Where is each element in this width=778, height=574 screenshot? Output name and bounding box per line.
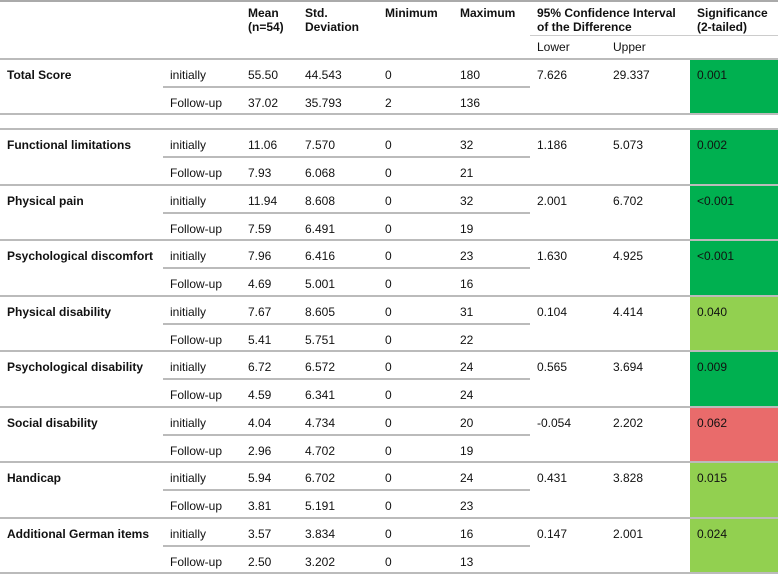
min-value: 0 — [385, 360, 392, 374]
time-point: initially — [170, 415, 207, 430]
mean-value: 7.59 — [241, 213, 298, 241]
divider — [0, 114, 778, 129]
ci-upper: 4.925 — [613, 249, 644, 263]
row-label: Total Score — [7, 68, 72, 82]
table-row — [0, 296, 778, 324]
time-point: Follow-up — [163, 87, 241, 114]
sd-value: 8.605 — [305, 304, 336, 319]
time-point: initially — [170, 193, 207, 208]
table-row — [0, 407, 778, 435]
table-row — [0, 185, 778, 213]
header-blank — [163, 1, 241, 59]
min-value: 0 — [385, 138, 392, 152]
row-label: Handicap — [7, 471, 62, 485]
sd-value: 3.202 — [298, 546, 378, 574]
header-sd-l1: Std. — [305, 6, 328, 20]
max-value: 20 — [460, 415, 474, 430]
ci-lower: 0.147 — [537, 526, 568, 541]
mean-value: 7.96 — [248, 249, 272, 263]
mean-value: 2.96 — [241, 435, 298, 463]
ci-upper: 29.337 — [613, 68, 650, 82]
mean-value: 2.50 — [241, 546, 298, 574]
mean-value: 4.04 — [248, 415, 272, 430]
sd-value: 5.001 — [298, 268, 378, 296]
time-point: initially — [170, 360, 207, 374]
significance-value: <0.001 — [690, 240, 778, 296]
max-value: 136 — [453, 87, 530, 114]
mean-value: 4.69 — [241, 268, 298, 296]
min-value: 0 — [378, 268, 453, 296]
table-row — [0, 240, 778, 268]
header-ci-l2: of the Difference — [537, 20, 632, 34]
ci-lower: 0.104 — [537, 304, 568, 319]
sd-value: 3.834 — [305, 526, 336, 541]
header-blank — [690, 35, 778, 59]
min-value: 2 — [378, 87, 453, 114]
row-label: Social disability — [7, 415, 98, 430]
table-row — [0, 129, 778, 157]
max-value: 22 — [453, 324, 530, 352]
row-label: Physical pain — [7, 193, 84, 208]
header-blank — [0, 1, 163, 59]
max-value: 23 — [453, 490, 530, 518]
min-value: 0 — [385, 304, 392, 319]
ci-lower: 1.186 — [537, 138, 568, 152]
row-label: Psychological disability — [7, 360, 144, 374]
header-maximum: Maximum — [453, 1, 530, 59]
significance-value: 0.040 — [690, 296, 778, 352]
ci-upper: 6.702 — [613, 193, 644, 208]
sd-value: 8.608 — [305, 193, 336, 208]
ci-upper: 3.694 — [613, 360, 644, 374]
header-lower: Lower — [530, 35, 606, 59]
min-value: 0 — [378, 379, 453, 407]
time-point: initially — [170, 526, 207, 541]
min-value: 0 — [385, 249, 392, 263]
sd-value: 7.570 — [305, 138, 336, 152]
header-ci — [530, 1, 690, 35]
mean-value: 7.67 — [248, 304, 272, 319]
ci-upper: 2.001 — [613, 526, 644, 541]
min-value: 0 — [378, 490, 453, 518]
min-value: 0 — [385, 471, 392, 485]
time-point: Follow-up — [163, 435, 241, 463]
min-value: 0 — [378, 157, 453, 185]
significance-value: 0.002 — [690, 129, 778, 185]
mean-value: 3.57 — [248, 526, 272, 541]
mean-value: 5.41 — [241, 324, 298, 352]
row-label: Additional German items — [7, 526, 150, 541]
row-label: Physical disability — [7, 304, 112, 319]
row-label: Psychological discomfort — [7, 249, 154, 263]
time-point: initially — [170, 249, 207, 263]
min-value: 0 — [378, 324, 453, 352]
header-sig-l1: Significance — [697, 6, 768, 20]
max-value: 180 — [460, 68, 481, 82]
mean-value: 6.72 — [248, 360, 272, 374]
sd-value: 44.543 — [305, 68, 342, 82]
max-value: 19 — [453, 213, 530, 241]
max-value: 32 — [460, 193, 474, 208]
header-mean-l2: (n=54) — [248, 20, 284, 34]
time-point: Follow-up — [163, 379, 241, 407]
ci-lower: 0.565 — [537, 360, 568, 374]
significance-value: 0.024 — [690, 518, 778, 574]
mean-value: 3.81 — [241, 490, 298, 518]
max-value: 19 — [453, 435, 530, 463]
header-upper: Upper — [606, 35, 690, 59]
min-value: 0 — [385, 68, 392, 82]
header-sd — [298, 1, 378, 59]
header-ci-l1: 95% Confidence Interval — [537, 6, 676, 20]
significance-value: 0.001 — [690, 59, 778, 114]
sd-value: 6.416 — [305, 249, 336, 263]
time-point: Follow-up — [163, 213, 241, 241]
significance-value: <0.001 — [690, 185, 778, 241]
header-row — [0, 1, 778, 35]
max-value: 21 — [453, 157, 530, 185]
max-value: 31 — [460, 304, 474, 319]
table-row — [0, 462, 778, 490]
significance-value: 0.062 — [690, 407, 778, 463]
max-value: 13 — [453, 546, 530, 574]
header-mean-l1: Mean — [248, 6, 279, 20]
sd-value: 5.191 — [298, 490, 378, 518]
sd-value: 6.491 — [298, 213, 378, 241]
sd-value: 6.572 — [305, 360, 336, 374]
sd-value: 6.068 — [298, 157, 378, 185]
significance-value: 0.009 — [690, 351, 778, 407]
header-sd-l2: Deviation — [305, 20, 360, 34]
table-row — [0, 59, 778, 87]
significance-value: 0.015 — [690, 462, 778, 518]
ci-upper: 4.414 — [613, 304, 644, 319]
ci-lower: 1.630 — [537, 249, 568, 263]
sd-value: 35.793 — [298, 87, 378, 114]
time-point: initially — [170, 138, 207, 152]
time-point: initially — [170, 68, 207, 82]
time-point: Follow-up — [163, 546, 241, 574]
max-value: 23 — [460, 249, 474, 263]
mean-value: 37.02 — [241, 87, 298, 114]
time-point: Follow-up — [163, 268, 241, 296]
max-value: 16 — [453, 268, 530, 296]
row-label: Functional limitations — [7, 138, 132, 152]
mean-value: 55.50 — [248, 68, 279, 82]
sd-value: 6.702 — [305, 471, 336, 485]
min-value: 0 — [378, 213, 453, 241]
ci-upper: 2.202 — [613, 415, 644, 430]
max-value: 24 — [460, 471, 474, 485]
mean-value: 5.94 — [248, 471, 272, 485]
header-mean — [241, 1, 298, 59]
sd-value: 4.702 — [298, 435, 378, 463]
ci-lower: 7.626 — [537, 68, 568, 82]
ci-upper: 5.073 — [613, 138, 644, 152]
sd-value: 6.341 — [298, 379, 378, 407]
table-row — [0, 351, 778, 379]
ci-lower: 0.431 — [537, 471, 568, 485]
header-minimum: Minimum — [378, 1, 453, 59]
ci-lower: -0.054 — [537, 415, 572, 430]
sd-value: 4.734 — [305, 415, 336, 430]
time-point: initially — [170, 304, 207, 319]
time-point: Follow-up — [163, 324, 241, 352]
time-point: initially — [170, 471, 207, 485]
spacer-row — [0, 114, 778, 129]
mean-value: 11.06 — [248, 138, 278, 152]
table-row — [0, 518, 778, 546]
min-value: 0 — [378, 546, 453, 574]
max-value: 24 — [453, 379, 530, 407]
min-value: 0 — [385, 193, 392, 208]
header-significance — [690, 1, 778, 35]
sd-value: 5.751 — [298, 324, 378, 352]
mean-value: 4.59 — [241, 379, 298, 407]
max-value: 32 — [460, 138, 474, 152]
ci-upper: 3.828 — [613, 471, 644, 485]
min-value: 0 — [385, 415, 392, 430]
min-value: 0 — [378, 435, 453, 463]
time-point: Follow-up — [163, 490, 241, 518]
max-value: 16 — [460, 526, 474, 541]
ci-lower: 2.001 — [537, 193, 568, 208]
header-sig-l2: (2-tailed) — [697, 20, 748, 34]
mean-value: 11.94 — [248, 193, 278, 208]
mean-value: 7.93 — [241, 157, 298, 185]
time-point: Follow-up — [163, 157, 241, 185]
min-value: 0 — [385, 526, 392, 541]
max-value: 24 — [460, 360, 474, 374]
